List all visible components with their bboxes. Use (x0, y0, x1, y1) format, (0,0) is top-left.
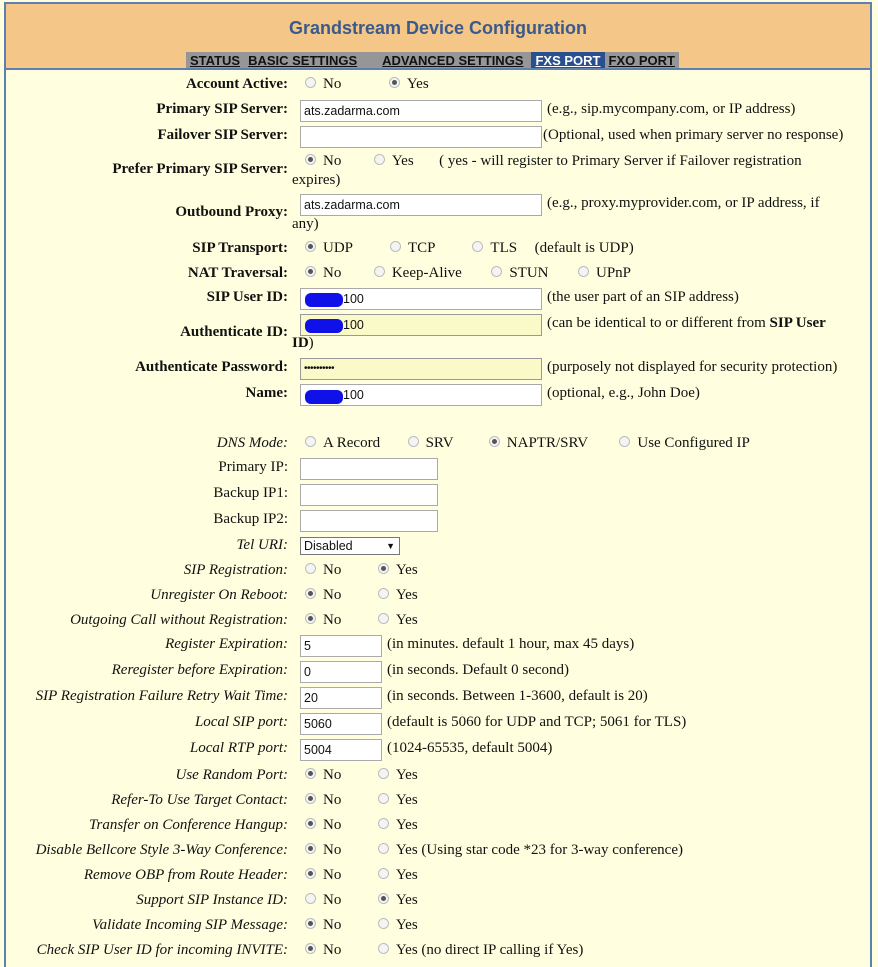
nat-no-label: No (323, 265, 342, 281)
register-expiration-note: (in minutes. default 1 hour, max 45 days) (387, 636, 635, 652)
tel-uri-label: Tel URI: (236, 537, 288, 553)
validate-incoming-yes-radio[interactable] (378, 918, 389, 929)
unregister-reboot-no-radio[interactable] (305, 588, 316, 599)
auth-id-note-2 (292, 335, 314, 352)
transport-udp-radio[interactable] (305, 241, 316, 252)
unregister-reboot-yes-radio[interactable] (378, 588, 389, 599)
remove-obp-label: Remove OBP from Route Header: (83, 867, 288, 883)
random-port-no-radio[interactable] (305, 768, 316, 779)
check-user-id-label: Check SIP User ID for incoming INVITE: (36, 942, 288, 958)
outgoing-no-reg-yes-radio[interactable] (378, 613, 389, 624)
prefer-primary-yes-radio[interactable] (374, 154, 385, 165)
tab-fxs-port[interactable]: FXS PORT (531, 52, 604, 70)
nat-upnp-label: UPnP (595, 265, 632, 281)
local-sip-port-input[interactable]: 5060 (300, 713, 382, 735)
refer-to-no-radio[interactable] (305, 793, 316, 804)
local-rtp-port-note: (1024-65535, default 5004) (387, 740, 553, 756)
page-header (6, 4, 870, 68)
primary-sip-label: Primary SIP Server: (156, 101, 288, 117)
sip-instance-yes-label: Yes (395, 892, 418, 908)
outbound-proxy-input[interactable]: ats.zadarma.com (300, 194, 542, 216)
transfer-hangup-yes-label: Yes (395, 817, 418, 833)
refer-to-yes-label: Yes (395, 792, 418, 808)
backup-ip2-label: Backup IP2: (213, 511, 288, 527)
sip-transport-note: (default is UDP) (534, 240, 634, 256)
random-port-yes-radio[interactable] (378, 768, 389, 779)
page-title: Grandstream Device Configuration (288, 18, 588, 38)
local-rtp-port-input[interactable]: 5004 (300, 739, 382, 761)
nat-no-radio[interactable] (305, 266, 316, 277)
tab-fxo-port[interactable]: FXO PORT (608, 53, 675, 68)
account-active-label: Account Active: (185, 76, 288, 92)
validate-incoming-label: Validate Incoming SIP Message: (92, 917, 288, 933)
retry-wait-label: SIP Registration Failure Retry Wait Time: (35, 688, 288, 704)
auth-id-note-text: (can be identical to or different from (547, 315, 770, 331)
remove-obp-no-label: No (323, 867, 342, 883)
sip-instance-no-radio[interactable] (305, 893, 316, 904)
local-sip-port-note: (default is 5060 for UDP and TCP; 5061 for TLS) (387, 714, 687, 730)
sip-user-id-label: SIP User ID: (206, 289, 288, 305)
transport-tcp-label: TCP (407, 240, 435, 256)
sip-user-id-input[interactable]: 100 (300, 288, 542, 310)
nat-stun-label: STUN (509, 265, 549, 281)
name-label: Name: (245, 385, 288, 401)
name-redaction (305, 390, 343, 404)
tel-uri-select[interactable] (300, 537, 400, 555)
check-user-id-yes-radio[interactable] (378, 943, 389, 954)
transfer-hangup-no-radio[interactable] (305, 818, 316, 829)
prefer-primary-yes-label: Yes (391, 153, 414, 169)
auth-id-note-2-bold: ID (292, 335, 309, 351)
outgoing-no-reg-no-radio[interactable] (305, 613, 316, 624)
failover-sip-input[interactable] (300, 126, 542, 148)
dns-a-record-radio[interactable] (305, 436, 316, 447)
dns-a-record-label: A Record (323, 435, 381, 451)
outbound-proxy-note-2: any) (292, 216, 319, 232)
transport-tcp-radio[interactable] (390, 241, 401, 252)
nat-keepalive-label: Keep-Alive (391, 265, 462, 281)
refer-to-yes-radio[interactable] (378, 793, 389, 804)
name-note: (optional, e.g., John Doe) (547, 385, 700, 401)
prefer-primary-note-2: expires) (292, 172, 341, 188)
primary-ip-input[interactable] (300, 458, 438, 480)
transport-udp-label: UDP (323, 240, 353, 256)
dns-srv-radio[interactable] (408, 436, 419, 447)
dns-naptr-label: NAPTR/SRV (506, 435, 588, 451)
nat-stun-radio[interactable] (491, 266, 502, 277)
auth-id-note-2-tail: ) (308, 335, 314, 351)
reregister-input[interactable]: 0 (300, 661, 382, 683)
auth-password-note: (purposely not displayed for security protection) (547, 359, 838, 375)
name-input[interactable]: 100 (300, 384, 542, 406)
outgoing-no-reg-no-label: No (323, 612, 342, 628)
tab-basic-settings[interactable]: BASIC SETTINGS (248, 53, 358, 68)
tel-uri-value: Disabled (304, 539, 353, 553)
transfer-hangup-no-label: No (323, 817, 342, 833)
outbound-proxy-note: (e.g., proxy.myprovider.com, or IP address, if (547, 195, 820, 211)
bellcore-no-label: No (323, 842, 342, 858)
reregister-note: (in seconds. Default 0 second) (387, 662, 570, 678)
sip-user-id-note: (the user part of an SIP address) (547, 289, 739, 305)
auth-id-input[interactable]: 100 (300, 314, 542, 336)
dns-naptr-radio[interactable] (489, 436, 500, 447)
sip-instance-label: Support SIP Instance ID: (136, 892, 288, 908)
prefer-primary-label: Prefer Primary SIP Server: (112, 161, 288, 177)
auth-password-label: Authenticate Password: (135, 359, 288, 375)
sip-registration-yes-radio[interactable] (378, 563, 389, 574)
nat-upnp-radio[interactable] (578, 266, 589, 277)
auth-id-note-bold: SIP User (769, 315, 826, 331)
random-port-yes-label: Yes (395, 767, 418, 783)
bellcore-yes-label: Yes (Using star code *23 for 3-way conference) (395, 842, 683, 858)
account-active-no-radio[interactable] (305, 77, 316, 88)
sip-registration-yes-label: Yes (395, 562, 418, 578)
outgoing-no-reg-yes-label: Yes (395, 612, 418, 628)
local-rtp-port-label: Local RTP port: (189, 740, 288, 756)
tab-status[interactable]: STATUS (190, 53, 241, 68)
random-port-no-label: No (323, 767, 342, 783)
outbound-proxy-label: Outbound Proxy: (175, 204, 288, 220)
unregister-reboot-label: Unregister On Reboot: (150, 587, 288, 603)
bellcore-label: Disable Bellcore Style 3-Way Conference: (35, 842, 288, 858)
register-expiration-label: Register Expiration: (165, 636, 288, 652)
reregister-label: Reregister before Expiration: (111, 662, 288, 678)
refer-to-no-label: No (323, 792, 342, 808)
sip-registration-no-radio[interactable] (305, 563, 316, 574)
transfer-hangup-label: Transfer on Conference Hangup: (88, 817, 288, 833)
transport-tls-label: TLS (490, 240, 518, 256)
failover-sip-note: (Optional, used when primary server no response) (543, 127, 844, 143)
unregister-reboot-yes-label: Yes (395, 587, 418, 603)
sip-registration-label: SIP Registration: (183, 562, 288, 578)
transfer-hangup-yes-radio[interactable] (378, 818, 389, 829)
local-sip-port-label: Local SIP port: (194, 714, 288, 730)
backup-ip2-input[interactable] (300, 510, 438, 532)
prefer-primary-note: ( yes - will register to Primary Server if Failover registration (439, 153, 802, 169)
sip-transport-label: SIP Transport: (192, 240, 288, 256)
primary-sip-note: (e.g., sip.mycompany.com, or IP address) (547, 101, 796, 117)
sip-user-id-redaction (305, 293, 343, 307)
sip-instance-no-label: No (323, 892, 342, 908)
failover-sip-label: Failover SIP Server: (157, 127, 288, 143)
refer-to-label: Refer-To Use Target Contact: (111, 792, 288, 808)
account-active-yes-label: Yes (406, 76, 429, 92)
remove-obp-yes-radio[interactable] (378, 868, 389, 879)
auth-id-label: Authenticate ID: (180, 324, 288, 340)
backup-ip1-input[interactable] (300, 484, 438, 506)
bellcore-no-radio[interactable] (305, 843, 316, 854)
backup-ip1-label: Backup IP1: (213, 485, 288, 501)
account-active-no-label: No (323, 76, 342, 92)
sip-instance-yes-radio[interactable] (378, 893, 389, 904)
transport-tls-radio[interactable] (472, 241, 483, 252)
remove-obp-no-radio[interactable] (305, 868, 316, 879)
prefer-primary-no-label: No (323, 153, 342, 169)
check-user-id-yes-label: Yes (no direct IP calling if Yes) (395, 942, 584, 958)
primary-ip-label: Primary IP: (218, 459, 288, 475)
primary-sip-input[interactable]: ats.zadarma.com (300, 100, 542, 122)
validate-incoming-no-radio[interactable] (305, 918, 316, 929)
auth-password-input[interactable]: •••••••••• (300, 358, 542, 380)
prefer-primary-no-radio[interactable] (305, 154, 316, 165)
dns-srv-label: SRV (425, 435, 454, 451)
nat-traversal-label: NAT Traversal: (187, 265, 288, 281)
tab-advanced-settings[interactable]: ADVANCED SETTINGS (382, 53, 524, 68)
auth-id-note (547, 315, 826, 332)
validate-incoming-no-label: No (323, 917, 342, 933)
random-port-label: Use Random Port: (175, 767, 288, 783)
retry-wait-note: (in seconds. Between 1-3600, default is 20) (387, 688, 648, 704)
remove-obp-yes-label: Yes (395, 867, 418, 883)
check-user-id-no-radio[interactable] (305, 943, 316, 954)
account-active-yes-radio[interactable] (389, 77, 400, 88)
nat-keepalive-radio[interactable] (374, 266, 385, 277)
sip-registration-no-label: No (323, 562, 342, 578)
validate-incoming-yes-label: Yes (395, 917, 418, 933)
check-user-id-no-label: No (323, 942, 342, 958)
register-expiration-input[interactable]: 5 (300, 635, 382, 657)
bellcore-yes-radio[interactable] (378, 843, 389, 854)
outgoing-no-reg-label: Outgoing Call without Registration: (70, 612, 288, 628)
retry-wait-input[interactable]: 20 (300, 687, 382, 709)
dns-mode-label: DNS Mode: (216, 435, 288, 451)
unregister-reboot-no-label: No (323, 587, 342, 603)
dns-configured-ip-label: Use Configured IP (637, 435, 750, 451)
chevron-down-icon: ▼ (386, 541, 395, 551)
dns-configured-ip-radio[interactable] (619, 436, 630, 447)
auth-id-redaction (305, 319, 343, 333)
header-divider (6, 68, 870, 70)
